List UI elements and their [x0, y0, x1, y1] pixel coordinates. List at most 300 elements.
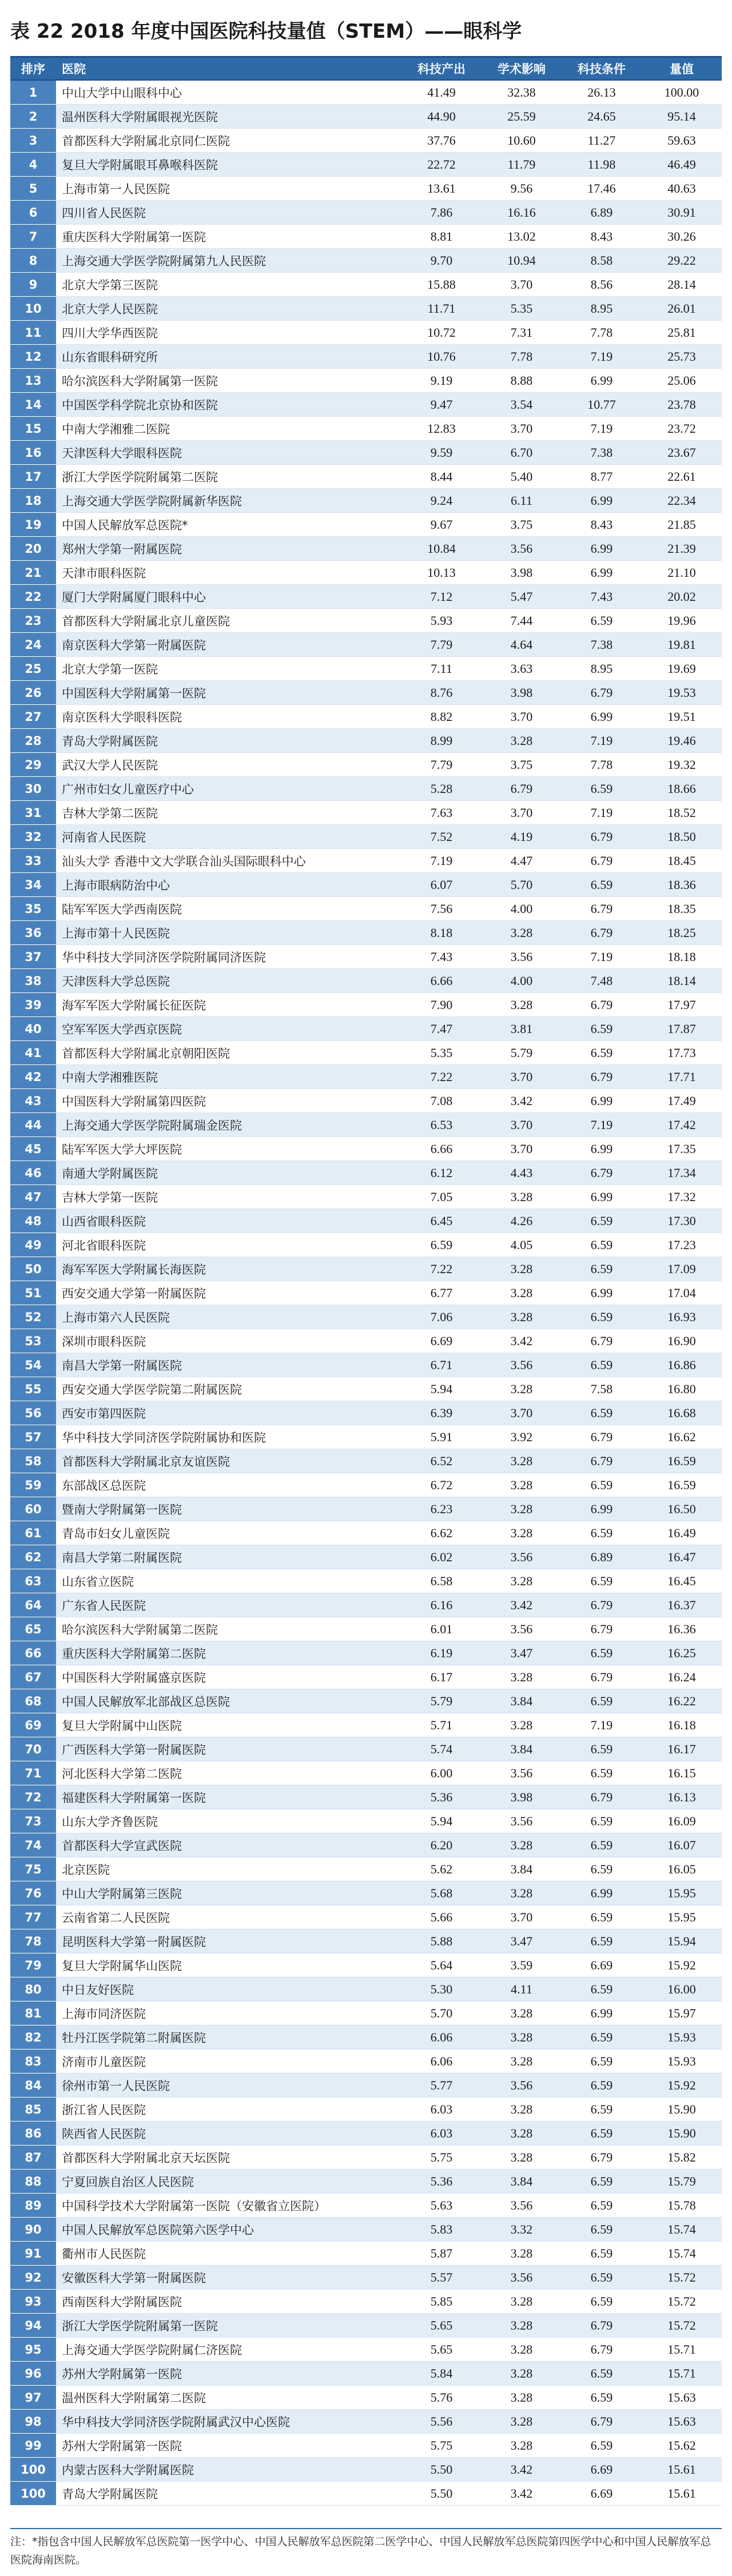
cell-conditions: 7.19 — [562, 1713, 642, 1737]
cell-conditions: 6.69 — [562, 2482, 642, 2506]
cell-hospital: 内蒙古医科大学附属医院 — [56, 2458, 401, 2482]
table-row — [10, 945, 722, 969]
cell-hospital: 海军军医大学附属长征医院 — [56, 993, 401, 1017]
cell-conditions: 11.98 — [562, 153, 642, 177]
cell-conditions: 10.77 — [562, 393, 642, 417]
cell-output: 5.65 — [401, 2314, 482, 2338]
cell-rank: 3 — [10, 129, 56, 153]
cell-output: 5.62 — [401, 1857, 482, 1881]
cell-value: 16.68 — [642, 1401, 722, 1425]
cell-value: 28.14 — [642, 273, 722, 297]
cell-hospital: 复旦大学附属中山医院 — [56, 1713, 401, 1737]
cell-hospital: 中国人民解放军北部战区总医院 — [56, 1689, 401, 1713]
cell-output: 8.82 — [401, 705, 482, 729]
cell-rank: 16 — [10, 441, 56, 465]
cell-output: 9.47 — [401, 393, 482, 417]
cell-hospital: 中日友好医院 — [56, 1977, 401, 2001]
cell-hospital: 北京大学人民医院 — [56, 297, 401, 321]
cell-conditions: 6.59 — [562, 1017, 642, 1041]
cell-impact: 11.79 — [482, 153, 562, 177]
cell-value: 23.78 — [642, 393, 722, 417]
cell-hospital: 西安交通大学医学院第二附属医院 — [56, 1377, 401, 1401]
cell-hospital: 中山大学中山眼科中心 — [56, 80, 401, 105]
cell-rank: 85 — [10, 2098, 56, 2122]
cell-impact: 3.70 — [482, 1905, 562, 1929]
cell-hospital: 苏州大学附属第一医院 — [56, 2362, 401, 2386]
table-header-row — [10, 57, 722, 81]
cell-impact: 3.42 — [482, 1089, 562, 1113]
cell-output: 5.30 — [401, 1977, 482, 2001]
cell-output: 6.59 — [401, 1233, 482, 1257]
cell-hospital: 浙江大学医学院附属第一医院 — [56, 2314, 401, 2338]
cell-impact: 3.28 — [482, 921, 562, 945]
cell-output: 6.39 — [401, 1401, 482, 1425]
table-row — [10, 393, 722, 417]
table-row — [10, 1617, 722, 1641]
cell-rank: 2 — [10, 105, 56, 129]
cell-output: 6.45 — [401, 1209, 482, 1233]
table-row — [10, 1377, 722, 1401]
cell-conditions: 6.79 — [562, 921, 642, 945]
cell-output: 10.72 — [401, 321, 482, 345]
cell-conditions: 6.79 — [562, 2410, 642, 2434]
cell-value: 16.07 — [642, 1833, 722, 1857]
cell-conditions: 6.99 — [562, 561, 642, 585]
cell-value: 16.59 — [642, 1473, 722, 1497]
cell-rank: 87 — [10, 2146, 56, 2170]
cell-conditions: 6.59 — [562, 1209, 642, 1233]
cell-output: 7.05 — [401, 1185, 482, 1209]
table-row — [10, 1929, 722, 1953]
cell-output: 15.88 — [401, 273, 482, 297]
table-row — [10, 153, 722, 177]
cell-rank: 84 — [10, 2073, 56, 2098]
cell-rank: 81 — [10, 2001, 56, 2025]
cell-impact: 3.70 — [482, 801, 562, 825]
cell-value: 17.30 — [642, 1209, 722, 1233]
table-row — [10, 561, 722, 585]
cell-conditions: 6.79 — [562, 897, 642, 921]
table-row — [10, 1233, 722, 1257]
table-row — [10, 1137, 722, 1161]
cell-rank: 22 — [10, 585, 56, 609]
cell-value: 16.45 — [642, 1569, 722, 1593]
cell-hospital: 青岛大学附属医院 — [56, 2482, 401, 2506]
header-hospital: 医院 — [56, 57, 401, 81]
cell-output: 6.02 — [401, 1545, 482, 1569]
table-row — [10, 2386, 722, 2410]
cell-output: 7.79 — [401, 633, 482, 657]
cell-value: 15.90 — [642, 2098, 722, 2122]
table-row — [10, 1089, 722, 1113]
table-row — [10, 2122, 722, 2146]
table-row — [10, 2290, 722, 2314]
cell-impact: 3.28 — [482, 2410, 562, 2434]
table-row — [10, 609, 722, 633]
cell-output: 10.76 — [401, 345, 482, 369]
cell-value: 18.52 — [642, 801, 722, 825]
cell-value: 25.73 — [642, 345, 722, 369]
cell-value: 15.92 — [642, 2073, 722, 2098]
cell-impact: 3.75 — [482, 753, 562, 777]
table-row — [10, 2194, 722, 2218]
cell-output: 5.64 — [401, 1953, 482, 1977]
cell-hospital: 中国医科大学附属第四医院 — [56, 1089, 401, 1113]
cell-hospital: 中国人民解放军总医院* — [56, 513, 401, 537]
cell-value: 16.36 — [642, 1617, 722, 1641]
cell-value: 16.09 — [642, 1809, 722, 1833]
cell-hospital: 四川省人民医院 — [56, 201, 401, 225]
cell-rank: 100 — [10, 2482, 56, 2506]
cell-output: 11.71 — [401, 297, 482, 321]
cell-value: 15.95 — [642, 1881, 722, 1905]
table-row — [10, 1713, 722, 1737]
cell-impact: 5.35 — [482, 297, 562, 321]
cell-hospital: 山东省眼科研究所 — [56, 345, 401, 369]
cell-value: 17.97 — [642, 993, 722, 1017]
cell-conditions: 6.59 — [562, 1353, 642, 1377]
cell-hospital: 空军军医大学西京医院 — [56, 1017, 401, 1041]
cell-conditions: 6.79 — [562, 2314, 642, 2338]
table-row — [10, 1881, 722, 1905]
cell-conditions: 6.59 — [562, 2194, 642, 2218]
cell-output: 7.06 — [401, 1305, 482, 1329]
cell-hospital: 南通大学附属医院 — [56, 1161, 401, 1185]
cell-conditions: 6.99 — [562, 1881, 642, 1905]
cell-value: 16.13 — [642, 1785, 722, 1809]
cell-rank: 99 — [10, 2434, 56, 2458]
cell-impact: 3.28 — [482, 1497, 562, 1521]
cell-output: 10.84 — [401, 537, 482, 561]
cell-rank: 48 — [10, 1209, 56, 1233]
cell-value: 25.81 — [642, 321, 722, 345]
cell-value: 29.22 — [642, 249, 722, 273]
cell-conditions: 7.48 — [562, 969, 642, 993]
table-row — [10, 681, 722, 705]
table-row — [10, 2146, 722, 2170]
cell-hospital: 四川大学华西医院 — [56, 321, 401, 345]
cell-conditions: 6.59 — [562, 2170, 642, 2194]
cell-hospital: 上海交通大学医学院附属新华医院 — [56, 489, 401, 513]
cell-output: 5.36 — [401, 1785, 482, 1809]
cell-hospital: 东部战区总医院 — [56, 1473, 401, 1497]
cell-impact: 3.28 — [482, 2386, 562, 2410]
cell-impact: 3.28 — [482, 2098, 562, 2122]
cell-conditions: 6.59 — [562, 1929, 642, 1953]
cell-impact: 3.98 — [482, 561, 562, 585]
cell-conditions: 6.59 — [562, 2098, 642, 2122]
cell-value: 17.71 — [642, 1065, 722, 1089]
table-row — [10, 2410, 722, 2434]
footnote: 注：*指包含中国人民解放军总医院第一医学中心、中国人民解放军总医院第二医学中心、中国人民解放军总医院第四医学中心和中国人民解放军总医院海南医院。 — [10, 2528, 722, 2569]
cell-rank: 66 — [10, 1641, 56, 1665]
table-row — [10, 345, 722, 369]
cell-output: 5.84 — [401, 2362, 482, 2386]
cell-hospital: 中国医学科学院北京协和医院 — [56, 393, 401, 417]
cell-output: 5.79 — [401, 1689, 482, 1713]
header-output: 科技产出 — [401, 57, 482, 81]
cell-value: 15.74 — [642, 2242, 722, 2266]
cell-rank: 61 — [10, 1521, 56, 1545]
cell-output: 12.83 — [401, 417, 482, 441]
cell-hospital: 华中科技大学同济医学院附属协和医院 — [56, 1425, 401, 1449]
cell-conditions: 6.79 — [562, 1449, 642, 1473]
cell-hospital: 暨南大学附属第一医院 — [56, 1497, 401, 1521]
cell-output: 5.36 — [401, 2170, 482, 2194]
cell-conditions: 6.99 — [562, 2001, 642, 2025]
cell-value: 15.71 — [642, 2338, 722, 2362]
cell-output: 5.65 — [401, 2338, 482, 2362]
cell-impact: 3.28 — [482, 2122, 562, 2146]
table-row — [10, 897, 722, 921]
cell-impact: 3.56 — [482, 2266, 562, 2290]
cell-hospital: 上海交通大学医学院附属仁济医院 — [56, 2338, 401, 2362]
cell-value: 17.73 — [642, 1041, 722, 1065]
cell-rank: 20 — [10, 537, 56, 561]
cell-output: 6.03 — [401, 2122, 482, 2146]
table-row — [10, 1401, 722, 1425]
cell-conditions: 6.59 — [562, 1041, 642, 1065]
cell-impact: 3.28 — [482, 729, 562, 753]
cell-conditions: 7.78 — [562, 321, 642, 345]
cell-impact: 3.70 — [482, 1065, 562, 1089]
cell-rank: 33 — [10, 849, 56, 873]
cell-output: 5.56 — [401, 2410, 482, 2434]
cell-hospital: 上海市眼病防治中心 — [56, 873, 401, 897]
table-row — [10, 657, 722, 681]
table-row — [10, 1161, 722, 1185]
cell-value: 16.90 — [642, 1329, 722, 1353]
cell-impact: 3.42 — [482, 2458, 562, 2482]
table-row — [10, 201, 722, 225]
cell-hospital: 首都医科大学附属北京天坛医院 — [56, 2146, 401, 2170]
cell-output: 5.77 — [401, 2073, 482, 2098]
cell-impact: 4.26 — [482, 1209, 562, 1233]
table-row — [10, 2049, 722, 2073]
cell-value: 19.69 — [642, 657, 722, 681]
cell-conditions: 6.59 — [562, 2218, 642, 2242]
cell-hospital: 上海交通大学医学院附属瑞金医院 — [56, 1113, 401, 1137]
cell-impact: 4.64 — [482, 633, 562, 657]
cell-output: 6.01 — [401, 1617, 482, 1641]
cell-output: 7.11 — [401, 657, 482, 681]
cell-rank: 24 — [10, 633, 56, 657]
cell-hospital: 首都医科大学附属北京儿童医院 — [56, 609, 401, 633]
cell-impact: 3.28 — [482, 1257, 562, 1281]
cell-value: 15.97 — [642, 2001, 722, 2025]
table-row — [10, 585, 722, 609]
table-row — [10, 465, 722, 489]
cell-impact: 3.92 — [482, 1425, 562, 1449]
cell-hospital: 青岛大学附属医院 — [56, 729, 401, 753]
table-row — [10, 2073, 722, 2098]
cell-conditions: 6.89 — [562, 1545, 642, 1569]
cell-value: 21.10 — [642, 561, 722, 585]
cell-hospital: 山东大学齐鲁医院 — [56, 1809, 401, 1833]
cell-value: 16.17 — [642, 1737, 722, 1761]
table-row — [10, 369, 722, 393]
cell-output: 37.76 — [401, 129, 482, 153]
cell-output: 7.56 — [401, 897, 482, 921]
cell-output: 6.71 — [401, 1353, 482, 1377]
cell-conditions: 6.79 — [562, 1593, 642, 1617]
cell-output: 6.52 — [401, 1449, 482, 1473]
cell-output: 7.19 — [401, 849, 482, 873]
table-row — [10, 1953, 722, 1977]
cell-value: 19.46 — [642, 729, 722, 753]
cell-hospital: 上海市同济医院 — [56, 2001, 401, 2025]
cell-impact: 4.19 — [482, 825, 562, 849]
cell-value: 21.39 — [642, 537, 722, 561]
cell-conditions: 6.99 — [562, 489, 642, 513]
cell-hospital: 广西医科大学第一附属医院 — [56, 1737, 401, 1761]
cell-conditions: 6.59 — [562, 2073, 642, 2098]
cell-hospital: 首都医科大学附属北京同仁医院 — [56, 129, 401, 153]
table-row — [10, 2098, 722, 2122]
cell-output: 6.72 — [401, 1473, 482, 1497]
cell-hospital: 华中科技大学同济医学院附属同济医院 — [56, 945, 401, 969]
header-rank: 排序 — [10, 57, 56, 81]
cell-hospital: 中南大学湘雅二医院 — [56, 417, 401, 441]
cell-output: 5.70 — [401, 2001, 482, 2025]
cell-value: 16.93 — [642, 1305, 722, 1329]
table-row — [10, 1497, 722, 1521]
cell-rank: 77 — [10, 1905, 56, 1929]
cell-value: 16.05 — [642, 1857, 722, 1881]
cell-impact: 3.28 — [482, 1449, 562, 1473]
cell-conditions: 6.99 — [562, 1185, 642, 1209]
table-row — [10, 441, 722, 465]
cell-output: 5.83 — [401, 2218, 482, 2242]
cell-conditions: 6.59 — [562, 1761, 642, 1785]
cell-hospital: 天津医科大学眼科医院 — [56, 441, 401, 465]
cell-rank: 15 — [10, 417, 56, 441]
cell-output: 8.99 — [401, 729, 482, 753]
cell-impact: 3.28 — [482, 2025, 562, 2049]
cell-conditions: 7.19 — [562, 945, 642, 969]
cell-rank: 45 — [10, 1137, 56, 1161]
cell-value: 59.63 — [642, 129, 722, 153]
cell-conditions: 6.59 — [562, 1977, 642, 2001]
cell-value: 22.61 — [642, 465, 722, 489]
cell-output: 5.75 — [401, 2146, 482, 2170]
cell-value: 17.34 — [642, 1161, 722, 1185]
table-row — [10, 1305, 722, 1329]
cell-conditions: 6.59 — [562, 2122, 642, 2146]
cell-impact: 3.28 — [482, 1281, 562, 1305]
table-row — [10, 249, 722, 273]
cell-rank: 94 — [10, 2314, 56, 2338]
cell-output: 5.66 — [401, 1905, 482, 1929]
cell-conditions: 7.38 — [562, 441, 642, 465]
cell-conditions: 6.59 — [562, 2362, 642, 2386]
cell-rank: 98 — [10, 2410, 56, 2434]
table-row — [10, 2482, 722, 2506]
cell-conditions: 6.99 — [562, 1137, 642, 1161]
cell-impact: 4.00 — [482, 897, 562, 921]
cell-output: 8.81 — [401, 225, 482, 249]
cell-impact: 5.79 — [482, 1041, 562, 1065]
cell-value: 19.53 — [642, 681, 722, 705]
cell-hospital: 苏州大学附属第一医院 — [56, 2434, 401, 2458]
cell-value: 15.95 — [642, 1905, 722, 1929]
cell-rank: 60 — [10, 1497, 56, 1521]
cell-output: 7.43 — [401, 945, 482, 969]
cell-impact: 3.28 — [482, 2434, 562, 2458]
cell-hospital: 陆军军医大学大坪医院 — [56, 1137, 401, 1161]
table-row — [10, 969, 722, 993]
cell-impact: 3.42 — [482, 1329, 562, 1353]
cell-impact: 5.40 — [482, 465, 562, 489]
cell-impact: 3.56 — [482, 2073, 562, 2098]
cell-impact: 6.70 — [482, 441, 562, 465]
cell-output: 5.93 — [401, 609, 482, 633]
cell-value: 15.61 — [642, 2458, 722, 2482]
cell-impact: 3.98 — [482, 681, 562, 705]
cell-impact: 3.28 — [482, 1185, 562, 1209]
cell-hospital: 温州医科大学附属第二医院 — [56, 2386, 401, 2410]
table-row — [10, 1185, 722, 1209]
cell-impact: 3.28 — [482, 2146, 562, 2170]
cell-conditions: 6.59 — [562, 1809, 642, 1833]
cell-impact: 3.28 — [482, 1305, 562, 1329]
table-row — [10, 777, 722, 801]
cell-conditions: 6.59 — [562, 2386, 642, 2410]
cell-conditions: 6.79 — [562, 1065, 642, 1089]
cell-rank: 47 — [10, 1185, 56, 1209]
cell-conditions: 6.59 — [562, 1641, 642, 1665]
cell-value: 16.62 — [642, 1425, 722, 1449]
cell-output: 44.90 — [401, 105, 482, 129]
cell-value: 17.49 — [642, 1089, 722, 1113]
table-row — [10, 177, 722, 201]
cell-impact: 3.56 — [482, 1617, 562, 1641]
cell-value: 16.00 — [642, 1977, 722, 2001]
cell-rank: 75 — [10, 1857, 56, 1881]
cell-output: 6.62 — [401, 1521, 482, 1545]
table-row — [10, 105, 722, 129]
cell-output: 6.19 — [401, 1641, 482, 1665]
cell-hospital: 中国医科大学附属第一医院 — [56, 681, 401, 705]
cell-rank: 55 — [10, 1377, 56, 1401]
cell-conditions: 24.65 — [562, 105, 642, 129]
cell-rank: 4 — [10, 153, 56, 177]
cell-hospital: 宁夏回族自治区人民医院 — [56, 2170, 401, 2194]
cell-impact: 16.16 — [482, 201, 562, 225]
cell-rank: 46 — [10, 1161, 56, 1185]
cell-impact: 7.31 — [482, 321, 562, 345]
table-row — [10, 1809, 722, 1833]
table-row — [10, 825, 722, 849]
cell-rank: 65 — [10, 1617, 56, 1641]
cell-impact: 3.28 — [482, 2338, 562, 2362]
cell-value: 17.42 — [642, 1113, 722, 1137]
table-row — [10, 1425, 722, 1449]
table-row — [10, 1689, 722, 1713]
cell-impact: 8.88 — [482, 369, 562, 393]
table-row — [10, 1593, 722, 1617]
cell-impact: 3.56 — [482, 2194, 562, 2218]
cell-conditions: 6.79 — [562, 1329, 642, 1353]
cell-hospital: 福建医科大学附属第一医院 — [56, 1785, 401, 1809]
cell-impact: 3.54 — [482, 393, 562, 417]
cell-value: 100.00 — [642, 80, 722, 105]
cell-impact: 3.56 — [482, 537, 562, 561]
cell-conditions: 7.78 — [562, 753, 642, 777]
cell-hospital: 哈尔滨医科大学附属第一医院 — [56, 369, 401, 393]
table-row — [10, 2266, 722, 2290]
cell-output: 5.35 — [401, 1041, 482, 1065]
